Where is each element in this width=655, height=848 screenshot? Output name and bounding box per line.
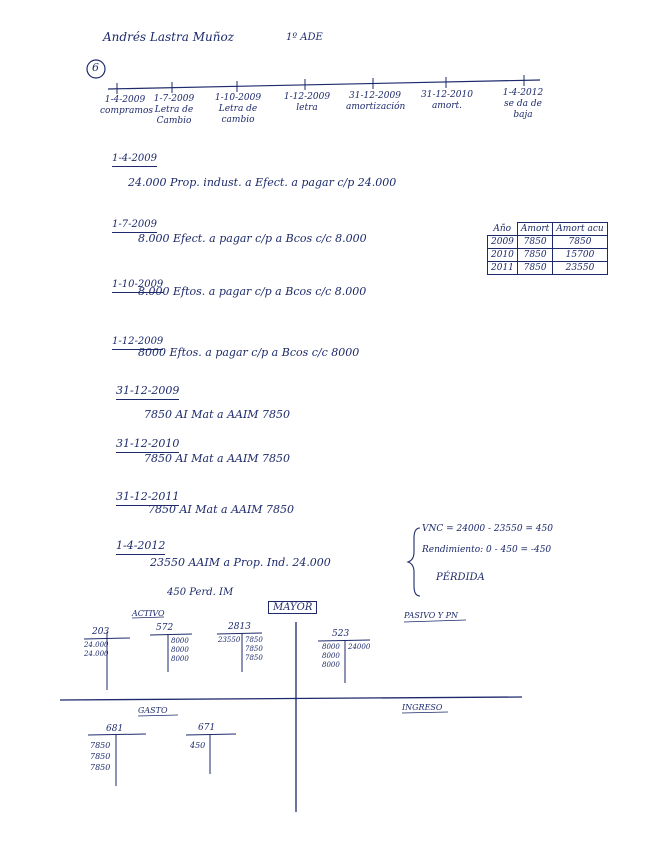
account-code-523: 523 <box>332 629 350 639</box>
timeline-label: amort. <box>431 101 463 111</box>
entry-date: 1-10-2009 <box>112 279 163 293</box>
entry-date: 31-12-2009 <box>116 384 179 400</box>
ledger-amount: 8000 <box>322 652 340 660</box>
table-row <box>488 236 608 249</box>
ledger-amount: 24000 <box>348 643 371 651</box>
mayor-horizontal-divider <box>60 697 522 700</box>
t-account-523-top <box>318 640 370 641</box>
entry-line: 7850 AI Mat a AAIM 7850 <box>144 408 291 421</box>
account-523-credit <box>348 643 370 652</box>
timeline-label: Letra de Cambio <box>154 105 194 126</box>
ledger-amount: 7850 <box>245 654 263 662</box>
entry-line: 7850 AI Mat a AAIM 7850 <box>148 503 295 516</box>
table-cell: 7850 <box>517 236 552 249</box>
conclusion-note: PÉRDIDA <box>436 572 485 583</box>
ledger-amount: 8000 <box>322 643 340 651</box>
timeline-date: 1-10-2009 <box>214 93 262 103</box>
timeline-axis <box>108 80 540 89</box>
entry-line: 8.000 Eftos. a pagar c/p a Bcos c/c 8.000 <box>138 285 367 298</box>
timeline-point-7 <box>496 88 550 121</box>
account-code-572: 572 <box>156 623 174 633</box>
timeline-date: 1-12-2009 <box>283 92 331 102</box>
table-cell: 7850 <box>517 249 552 262</box>
ledger-amount: 8000 <box>171 637 189 645</box>
account-203-debit <box>84 641 109 659</box>
activo-label: ACTIVO <box>132 609 165 618</box>
timeline-point-2 <box>150 94 198 127</box>
ledger-amount: 24.000 <box>84 641 109 649</box>
t-account-2813-top <box>217 633 262 634</box>
account-code-681: 681 <box>106 724 124 734</box>
ledger-amount: 8000 <box>171 655 189 663</box>
table-cell: 23550 <box>553 262 607 275</box>
table-cell: 15700 <box>553 249 607 262</box>
entry-extra-line: 450 Perd. IM <box>167 587 234 598</box>
timeline-date: 1-4-2009 <box>104 95 146 105</box>
ledger-amount: 23550 <box>218 636 241 644</box>
timeline-label: letra <box>296 103 318 113</box>
entry-line: 23550 AAIM a Prop. Ind. 24.000 <box>150 556 331 569</box>
table-cell: 7850 <box>517 262 552 275</box>
timeline-point-3 <box>210 93 266 126</box>
pasivo-label: PASIVO Y PN <box>404 611 459 620</box>
table-row <box>488 249 608 262</box>
entry-date: 1-12-2009 <box>112 336 163 350</box>
result-brace <box>408 528 420 596</box>
table-cell: 2009 <box>488 236 518 249</box>
table-cell: 2011 <box>488 262 518 275</box>
timeline-label: Letra de cambio <box>218 104 258 125</box>
entry-date: 31-12-2011 <box>116 490 179 506</box>
entry-line: 24.000 Prop. indust. a Efect. a pagar c/p 24.000 <box>128 176 397 189</box>
vnc-note: VNC = 24000 - 23550 = 450 <box>422 524 553 534</box>
account-572-credit <box>171 637 189 664</box>
timeline-point-4 <box>282 92 332 114</box>
rendimiento-note: Rendimiento: 0 - 450 = -450 <box>422 545 552 555</box>
ledger-amount: 7850 <box>245 636 263 644</box>
t-account-681-top <box>88 734 146 735</box>
pasivo-underline <box>404 620 466 622</box>
timeline-label: amortización <box>346 102 406 112</box>
entry-date: 31-12-2010 <box>116 437 179 453</box>
account-2813-debit <box>218 636 240 645</box>
ledger-amount: 8000 <box>171 646 189 654</box>
table-header-row <box>488 223 608 236</box>
mayor-title: MAYOR <box>268 601 317 614</box>
gasto-label: GASTO <box>138 706 168 715</box>
table-header: Amort <box>517 223 552 236</box>
ledger-amount: 7850 <box>245 645 263 653</box>
timeline-date: 1-4-2012 <box>502 88 544 98</box>
ledger-amount: 7850 <box>90 763 111 772</box>
student-name: Andrés Lastra Muñoz <box>103 30 234 44</box>
table-cell: 2010 <box>488 249 518 262</box>
timeline-date: 31-12-2010 <box>421 90 473 100</box>
entry-date: 1-4-2012 <box>116 539 165 555</box>
ledger-amount: 24.000 <box>84 650 109 658</box>
amortization-table <box>487 222 608 275</box>
table-header: Amort acu <box>553 223 607 236</box>
course-label: 1º ADE <box>286 32 323 43</box>
timeline-point-6 <box>418 90 476 112</box>
table-header: Año <box>493 223 512 234</box>
t-account-671-top <box>186 734 236 735</box>
timeline-label: compramos <box>100 106 153 116</box>
ledger-amount: 7850 <box>90 752 111 761</box>
account-code-671: 671 <box>198 723 216 733</box>
account-code-203: 203 <box>92 627 110 637</box>
account-523-debit <box>322 643 340 670</box>
account-2813-credit <box>245 636 263 663</box>
account-671-debit <box>190 740 205 751</box>
entry-date: 1-4-2009 <box>112 153 157 167</box>
account-681-debit <box>90 740 110 773</box>
account-code-2813: 2813 <box>228 622 251 632</box>
ledger-amount: 450 <box>190 741 206 750</box>
entry-line: 7850 AI Mat a AAIM 7850 <box>144 452 291 465</box>
entry-date: 1-7-2009 <box>112 219 157 233</box>
t-account-572-top <box>150 634 192 635</box>
entry-line: 8000 Eftos. a pagar c/p a Bcos c/c 8000 <box>138 346 360 359</box>
timeline-point-1 <box>100 95 153 117</box>
timeline-date: 31-12-2009 <box>349 91 401 101</box>
timeline-point-5 <box>346 91 404 113</box>
timeline-date: 1-7-2009 <box>153 94 195 104</box>
timeline-label: se da de baja <box>504 99 542 120</box>
ingreso-label: INGRESO <box>402 703 443 712</box>
table-row <box>488 262 608 275</box>
ledger-amount: 7850 <box>90 741 111 750</box>
exercise-number: 6 <box>92 61 99 74</box>
table-cell: 7850 <box>553 236 607 249</box>
ledger-amount: 8000 <box>322 661 340 669</box>
entry-line: 8.000 Efect. a pagar c/p a Bcos c/c 8.000 <box>138 232 367 245</box>
ingreso-underline <box>402 712 448 713</box>
gasto-underline <box>138 715 178 716</box>
